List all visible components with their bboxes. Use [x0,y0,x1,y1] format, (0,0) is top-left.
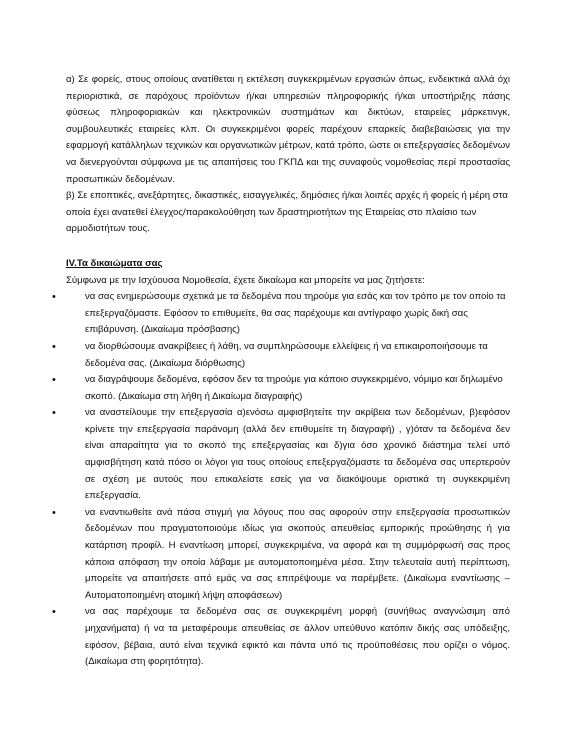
bullet-icon: • [52,374,56,387]
list-item-text: να διορθώσουμε ανακρίβειες ή λάθη, να συμπληρώσουμε ελλείψεις ή να επικαιροποιήσουμε τα δεδομένα σας. (Δικαίωμα διόρθωσης) [85,340,488,369]
bullet-icon: • [52,606,56,619]
document-page [52,72,510,671]
list-item [52,339,510,372]
list-item [52,372,510,405]
list-item [52,405,510,505]
paragraph-a: α) Σε φορείς, στους οποίους ανατίθεται η εκτέλεση συγκεκριμένων εργασιών όπως, ενδεικτικά αλλά όχι περιοριστικά, σε παρόχους προϊόντων ή/και υπηρεσιών πληροφορικής ή/και υποστήριξης πάσης φύσεως πληροφοριακών και ηλεκτρονικών συστημάτων και δικτύων, εταιρείες μάρκετινγκ, συμβουλευτικές εταιρείες κλπ. Οι συγκεκριμένοι φορείς παρέχουν επαρκείς διαβεβαιώσεις για την εφαρμογή κατάλληλων τεχνικών και οργανωτικών μέτρων, κατά τρόπο, ώστε οι επεξεργασίες δεδομένων να διενεργούνται σύμφωνα με τις απαιτήσεις του ΓΚΠΔ και της συναφούς νομοθεσίας περί προστασίας προσωπικών δεδομένων. [66,74,510,185]
section-heading: IV.Τα δικαιώματα σας [66,257,163,269]
list-item [52,505,510,605]
rights-list [52,289,510,671]
list-item-text: να εναντιωθείτε ανά πάσα στιγμή για λόγους που σας αφορούν στην επεξεργασία προσωπικών δεδομένων που πραγματοποιούμε ιδίως για σκοπούς απευθείας εμπορικής προώθησης ή για κατάρτιση προφίλ. Η εναντίωση μπορεί, συγκεκριμένα, να αφορά και τη συμμόρφωσή σας προς κάποια απόφαση την οποία λάβαμε με αυτοματοποιημένα μέσα. Στην τελευταία αυτή περίπτωση, μπορείτε να απαιτήσετε από εμάς να σας επιτρέψουμε να παρέμβετε. (Δικαίωμα εναντίωσης – Αυτοματοποιημένη ατομική λήψη αποφάσεων) [85,506,510,601]
list-item-text: να διαγράψουμε δεδομένα, εφόσον δεν τα τηρούμε για κάποιο συγκεκριμένο, νόμιμο και δηλωμένο σκοπό. (Δικαίωμα στη λήθη ή Δικαίωμα διαγραφής) [85,374,503,402]
list-item [52,289,510,339]
list-item-text: να σας ενημερώσουμε σχετικά με τα δεδομένα που τηρούμε για εσάς και τον τρόπο με τον οποίο τα επεξεργαζόμαστε. Εφόσον το επιθυμείτε, θα σας παρέχουμε και αντίγραφο χωρίς δική σας επιβάρυνση. (Δικαίωμα πρόσβασης) [85,291,506,336]
bullet-icon: • [52,506,56,519]
bullet-icon: • [52,407,56,420]
bullet-icon: • [52,340,56,353]
bullet-icon: • [52,291,56,304]
list-item [52,604,510,670]
paragraph-b: β) Σε εποπτικές, ανεξάρτητες, δικαστικές, εισαγγελικές, δημόσιες ή/και λοιπές αρχές ή φορείς ή μέρη στα οποία έχει ανατεθεί έλεγχος/παρακολούθηση των δραστηριοτήτων της Εταιρείας στο πλαίσιο των αρμοδιοτήτων τους. [66,190,508,235]
rights-intro: Σύμφωνα με την Ισχύουσα Νομοθεσία, έχετε δικαίωμα και μπορείτε να μας ζητήσετε: [66,274,425,286]
list-item-text: να αναστείλουμε την επεξεργασία α)ενόσω αμφισβητείτε την ακρίβεια των δεδομένων, β)εφόσον κρίνετε την επεξεργασία παράνομη (αλλά δεν επιθυμείτε τη διαγραφή) , γ)όταν τα δεδομένα δεν είναι απαραίτητα για το σκοπό της επεξεργασίας και δ)για όσο χρονικό διάστημα τελεί υπό αμφισβήτηση κατά πόσο οι λόγοι για τους οποίους επεξεργαζόμαστε τα δεδομένα σας υπερτερούν σε σχέση με αυτούς που επικαλείστε εσείς για να διακόψουμε οριστικά τη συγκεκριμένη επεξεργασία. [85,407,510,502]
list-item-text: να σας παρέχουμε τα δεδομένα σας σε συγκεκριμένη μορφή (συνήθως αναγνώσιμη από μηχανήματα) ή να τα μεταφέρουμε απευθείας σε άλλον υπεύθυνο κατόπιν δικής σας υπόδειξης, εφόσον, βέβαια, αυτό είναι τεχνικά εφικτό και πάντα υπό τις προϋποθέσεις που ορίζει ο νόμος. (Δικαίωμα στη φορητότητα). [85,606,510,668]
